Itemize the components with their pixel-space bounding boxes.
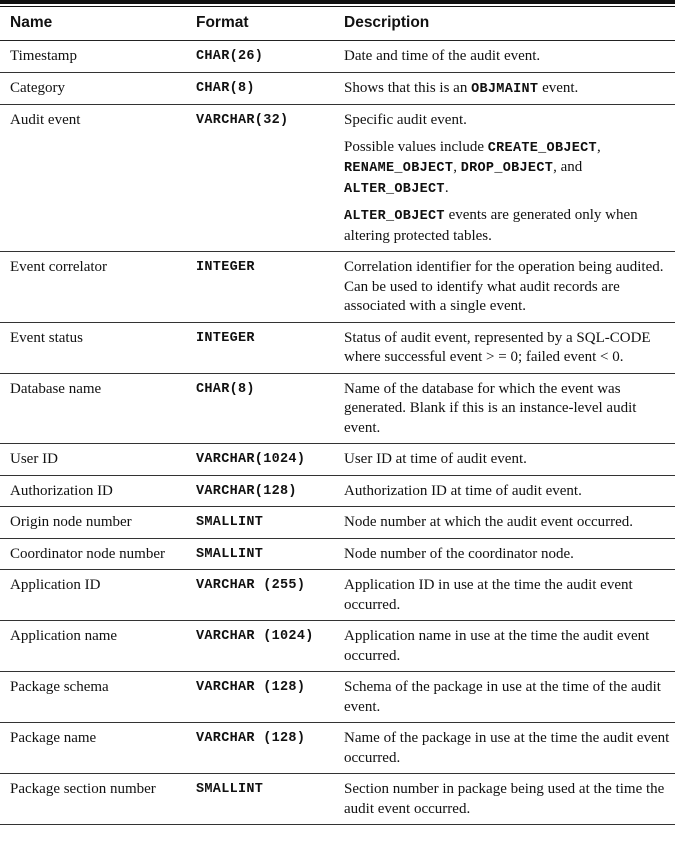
desc-code: ALTER_OBJECT	[344, 209, 445, 224]
row-description: Node number at which the audit event occurred.	[334, 507, 675, 539]
row-description: User ID at time of audit event.	[334, 444, 675, 476]
table-row	[0, 252, 675, 323]
row-name: Database name	[0, 373, 186, 444]
row-description: Name of the package in use at the time the audit event occurred.	[334, 723, 675, 774]
row-format: VARCHAR(32)	[186, 105, 334, 252]
row-name: Event status	[0, 322, 186, 373]
table-row	[0, 41, 675, 73]
header-format: Format	[186, 4, 334, 41]
row-name: Package name	[0, 723, 186, 774]
table-row	[0, 322, 675, 373]
desc-code: RENAME_OBJECT	[344, 161, 454, 176]
row-description: Application name in use at the time the audit event occurred.	[334, 621, 675, 672]
row-name: Category	[0, 72, 186, 105]
desc-paragraph	[344, 206, 671, 246]
table-row	[0, 72, 675, 105]
row-format: VARCHAR(1024)	[186, 444, 334, 476]
table-row	[0, 723, 675, 774]
table-row	[0, 475, 675, 507]
table-header-row	[0, 4, 675, 41]
row-description	[334, 105, 675, 252]
audit-record-table	[0, 4, 675, 825]
row-description: Node number of the coordinator node.	[334, 538, 675, 570]
table-row	[0, 105, 675, 252]
row-format: VARCHAR (128)	[186, 723, 334, 774]
desc-text: event.	[538, 79, 579, 96]
row-name: Package schema	[0, 672, 186, 723]
table-row	[0, 621, 675, 672]
row-description: Date and time of the audit event.	[334, 41, 675, 73]
row-name: Coordinator node number	[0, 538, 186, 570]
table-row	[0, 507, 675, 539]
row-description: Application ID in use at the time the audit event occurred.	[334, 570, 675, 621]
desc-code: ALTER_OBJECT	[344, 181, 445, 197]
row-format: VARCHAR (255)	[186, 570, 334, 621]
row-format: INTEGER	[186, 252, 334, 323]
row-description	[334, 72, 675, 105]
row-format: VARCHAR (128)	[186, 672, 334, 723]
table-row	[0, 570, 675, 621]
row-format: VARCHAR (1024)	[186, 621, 334, 672]
desc-code: DROP_OBJECT	[460, 161, 554, 176]
row-description: Status of audit event, represented by a SQL-CODE where successful event > = 0; failed event < 0.	[334, 322, 675, 373]
row-name: Application name	[0, 621, 186, 672]
row-format: VARCHAR(128)	[186, 475, 334, 507]
row-format: CHAR(8)	[186, 373, 334, 444]
desc-code: CREATE_OBJECT	[487, 140, 597, 156]
table-row	[0, 444, 675, 476]
row-name: Application ID	[0, 570, 186, 621]
header-description: Description	[334, 4, 675, 41]
desc-code: OBJMAINT	[471, 81, 539, 97]
desc-text: Possible values include	[344, 138, 488, 155]
row-name: Package section number	[0, 774, 186, 825]
desc-paragraph: Possible values include CREATE_OBJECT, RENAME_OBJECT, DROP_OBJECT, and ALTER_OBJECT.	[344, 138, 601, 197]
row-format: CHAR(8)	[186, 72, 334, 105]
row-name: Authorization ID	[0, 475, 186, 507]
row-format: INTEGER	[186, 322, 334, 373]
row-name: Timestamp	[0, 41, 186, 73]
header-name: Name	[0, 4, 186, 41]
row-name: Event correlator	[0, 252, 186, 323]
table-row	[0, 373, 675, 444]
table-row	[0, 774, 675, 825]
desc-text: , and	[553, 159, 583, 175]
row-description: Schema of the package in use at the time of the audit event.	[334, 672, 675, 723]
row-description: Correlation identifier for the operation being audited. Can be used to identify what audit records are associated with a single event.	[334, 252, 675, 323]
row-description: Authorization ID at time of audit event.	[334, 475, 675, 507]
row-name: User ID	[0, 444, 186, 476]
row-name: Audit event	[0, 105, 186, 252]
row-description: Name of the database for which the event was generated. Blank if this is an instance-level audit event.	[334, 373, 675, 444]
row-format: CHAR(26)	[186, 41, 334, 73]
row-format: SMALLINT	[186, 507, 334, 539]
row-description: Section number in package being used at the time the audit event occurred.	[334, 774, 675, 825]
desc-text: Shows that this is an	[344, 79, 472, 96]
table-row	[0, 672, 675, 723]
row-format: SMALLINT	[186, 774, 334, 825]
row-name: Origin node number	[0, 507, 186, 539]
desc-paragraph: Specific audit event.	[344, 112, 467, 128]
row-format: SMALLINT	[186, 538, 334, 570]
desc-text: events are generated only when altering protected tables.	[344, 207, 638, 244]
table-row	[0, 538, 675, 570]
